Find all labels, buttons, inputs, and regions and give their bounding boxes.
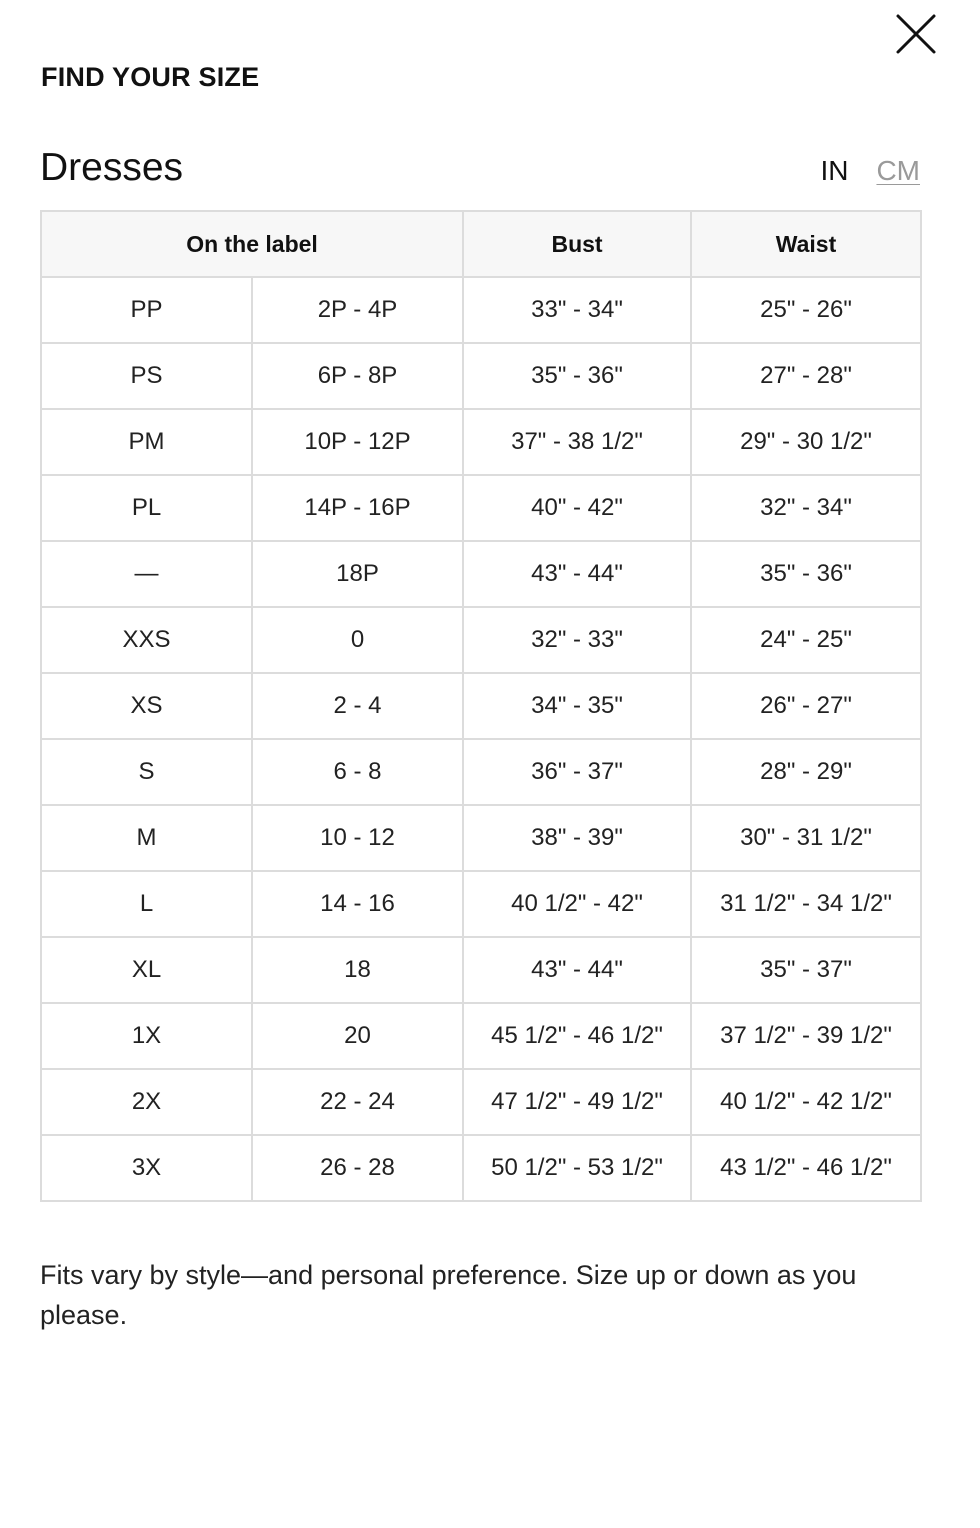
- size-numeric-cell: 14P - 16P: [252, 475, 463, 541]
- bust-cell: 36" - 37": [463, 739, 691, 805]
- table-row: [41, 871, 921, 937]
- size-alpha-cell: 3X: [41, 1135, 252, 1201]
- bust-cell: 43" - 44": [463, 937, 691, 1003]
- table-row: [41, 739, 921, 805]
- size-numeric-cell: 6P - 8P: [252, 343, 463, 409]
- size-numeric-cell: 6 - 8: [252, 739, 463, 805]
- bust-cell: 37" - 38 1/2": [463, 409, 691, 475]
- table-row: [41, 805, 921, 871]
- waist-cell: 28" - 29": [691, 739, 921, 805]
- size-alpha-cell: L: [41, 871, 252, 937]
- table-row: [41, 277, 921, 343]
- header-on-the-label: On the label: [41, 211, 463, 277]
- bust-cell: 34" - 35": [463, 673, 691, 739]
- table-row: [41, 1135, 921, 1201]
- table-row: [41, 343, 921, 409]
- size-numeric-cell: 10 - 12: [252, 805, 463, 871]
- size-alpha-cell: PP: [41, 277, 252, 343]
- waist-cell: 32" - 34": [691, 475, 921, 541]
- waist-cell: 43 1/2" - 46 1/2": [691, 1135, 921, 1201]
- waist-cell: 40 1/2" - 42 1/2": [691, 1069, 921, 1135]
- bust-cell: 40 1/2" - 42": [463, 871, 691, 937]
- table-header-row: [41, 211, 921, 277]
- bust-cell: 33" - 34": [463, 277, 691, 343]
- table-row: [41, 409, 921, 475]
- table-row: [41, 1003, 921, 1069]
- bust-cell: 43" - 44": [463, 541, 691, 607]
- waist-cell: 37 1/2" - 39 1/2": [691, 1003, 921, 1069]
- size-numeric-cell: 26 - 28: [252, 1135, 463, 1201]
- waist-cell: 35" - 37": [691, 937, 921, 1003]
- size-numeric-cell: 20: [252, 1003, 463, 1069]
- unit-in-button[interactable]: IN: [820, 155, 849, 186]
- size-alpha-cell: XS: [41, 673, 252, 739]
- bust-cell: 32" - 33": [463, 607, 691, 673]
- waist-cell: 26" - 27": [691, 673, 921, 739]
- size-alpha-cell: M: [41, 805, 252, 871]
- size-numeric-cell: 2P - 4P: [252, 277, 463, 343]
- size-numeric-cell: 2 - 4: [252, 673, 463, 739]
- size-alpha-cell: PS: [41, 343, 252, 409]
- size-alpha-cell: —: [41, 541, 252, 607]
- unit-toggle: [820, 155, 920, 187]
- table-row: [41, 475, 921, 541]
- bust-cell: 38" - 39": [463, 805, 691, 871]
- size-alpha-cell: XL: [41, 937, 252, 1003]
- waist-cell: 35" - 36": [691, 541, 921, 607]
- waist-cell: 24" - 25": [691, 607, 921, 673]
- size-numeric-cell: 18: [252, 937, 463, 1003]
- size-numeric-cell: 10P - 12P: [252, 409, 463, 475]
- table-row: [41, 937, 921, 1003]
- size-numeric-cell: 22 - 24: [252, 1069, 463, 1135]
- table-row: [41, 541, 921, 607]
- size-numeric-cell: 14 - 16: [252, 871, 463, 937]
- table-row: [41, 607, 921, 673]
- waist-cell: 31 1/2" - 34 1/2": [691, 871, 921, 937]
- size-alpha-cell: PM: [41, 409, 252, 475]
- table-row: [41, 673, 921, 739]
- bust-cell: 45 1/2" - 46 1/2": [463, 1003, 691, 1069]
- table-body: [41, 277, 921, 1201]
- size-alpha-cell: 1X: [41, 1003, 252, 1069]
- bust-cell: 35" - 36": [463, 343, 691, 409]
- bust-cell: 40" - 42": [463, 475, 691, 541]
- waist-cell: 30" - 31 1/2": [691, 805, 921, 871]
- close-icon: [890, 8, 942, 60]
- waist-cell: 29" - 30 1/2": [691, 409, 921, 475]
- bust-cell: 47 1/2" - 49 1/2": [463, 1069, 691, 1135]
- waist-cell: 25" - 26": [691, 277, 921, 343]
- size-numeric-cell: 0: [252, 607, 463, 673]
- size-alpha-cell: XXS: [41, 607, 252, 673]
- size-alpha-cell: 2X: [41, 1069, 252, 1135]
- waist-cell: 27" - 28": [691, 343, 921, 409]
- close-button[interactable]: [890, 8, 942, 60]
- category-title: Dresses: [40, 146, 184, 189]
- size-alpha-cell: PL: [41, 475, 252, 541]
- header-bust: Bust: [463, 211, 691, 277]
- modal-title: FIND YOUR SIZE: [41, 62, 260, 92]
- fit-note: Fits vary by style—and personal preference. Size up or down as you please.: [40, 1260, 857, 1330]
- table-row: [41, 1069, 921, 1135]
- header-waist: Waist: [691, 211, 921, 277]
- size-numeric-cell: 18P: [252, 541, 463, 607]
- bust-cell: 50 1/2" - 53 1/2": [463, 1135, 691, 1201]
- size-chart-table: [40, 210, 922, 1202]
- unit-cm-button[interactable]: CM: [876, 155, 920, 186]
- size-alpha-cell: S: [41, 739, 252, 805]
